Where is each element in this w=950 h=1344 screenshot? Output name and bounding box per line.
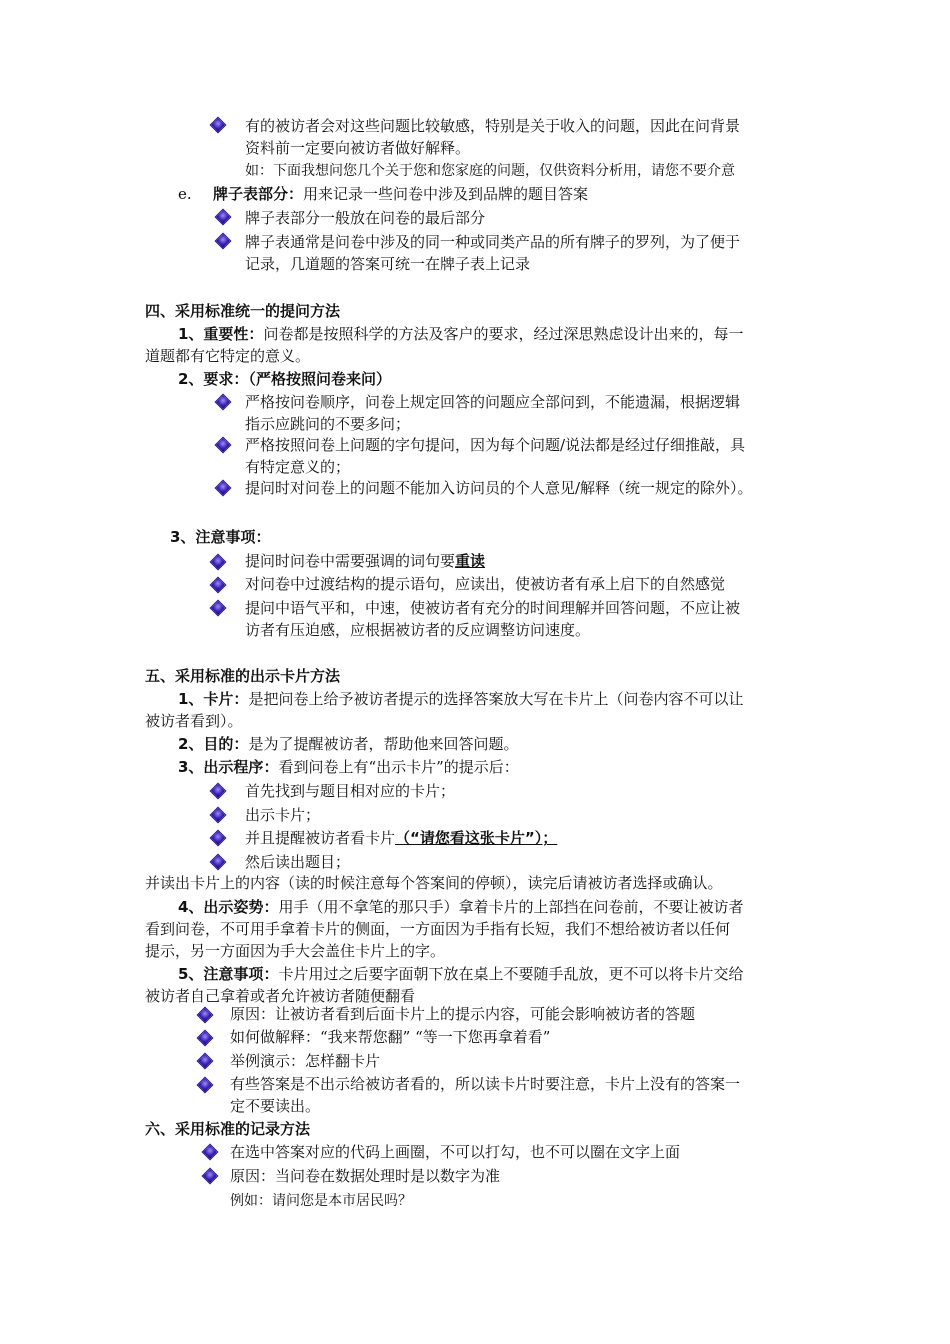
bullet-text: 严格按问卷顺序，问卷上规定回答的问题应全部问到，不能遗漏，根据逻辑 (245, 393, 741, 411)
diamond-bullet-icon (211, 855, 225, 869)
bullet-text: 严格按照问卷上问题的字句提问，因为每个问题/说法都是经过仔细推敲，具 (245, 436, 746, 454)
section-heading: 五、采用标准的出示卡片方法 (145, 667, 341, 685)
item-title: 5、注意事项： (178, 965, 279, 983)
diamond-bullet-icon (198, 1008, 212, 1022)
diamond-bullet-icon (211, 555, 225, 569)
diamond-bullet-icon (198, 1031, 212, 1045)
bullet-text: 记录，几道题的答案可统一在牌子表上记录 (245, 255, 531, 273)
diamond-bullet-icon (211, 578, 225, 592)
diamond-bullet-icon (216, 210, 230, 224)
paragraph-line (178, 896, 743, 918)
bullet-text (245, 827, 557, 849)
paragraph-line: 道题都有它特定的意义。 (145, 347, 311, 365)
bullet-text: 对问卷中过渡结构的提示语句，应读出，使被访者有承上启下的自然感觉 (245, 575, 726, 593)
emphasis-text: （“请您看这张卡片”）； (395, 829, 558, 847)
item-text: 是为了提醒被访者，帮助他来回答问题。 (248, 735, 519, 753)
section-heading: 四、采用标准统一的提问方法 (145, 302, 341, 320)
item-title: 3、出示程序： (178, 758, 279, 776)
example-text: 如：下面我想问您几个关于您和您家庭的问题，仅供资料分析用，请您不要介意 (245, 163, 735, 179)
bullet-text: 指示应跳问的不要多问； (245, 415, 411, 433)
item-title: 2、目的： (178, 735, 249, 753)
paragraph-line (178, 963, 743, 985)
bullet-text: 原因：当问卷在数据处理时是以数字为准 (230, 1167, 501, 1185)
item-e-title: 牌子表部分： (213, 185, 304, 203)
item-title: 2、要求：（严格按照问卷来问） (178, 370, 391, 388)
bullet-text: 首先找到与题目相对应的卡片； (245, 782, 456, 800)
section-heading: 六、采用标准的记录方法 (145, 1120, 311, 1138)
diamond-bullet-icon (203, 1169, 217, 1183)
bullet-text-part: 提问时问卷中需要强调的词句要 (245, 552, 456, 570)
diamond-bullet-icon (211, 831, 225, 845)
diamond-bullet-icon (211, 601, 225, 615)
item-text: 问卷都是按照科学的方法及客户的要求，经过深思熟虑设计出来的，每一 (263, 325, 744, 343)
paragraph-line: 看到问卷，不可用手拿着卡片的侧面，一方面因为手指有长短，我们不想给被访者以任何 (145, 920, 731, 938)
item-title: 1、重要性： (178, 325, 264, 343)
item-title: 3、注意事项： (170, 528, 271, 546)
item-marker: e. (178, 185, 192, 203)
bullet-text: 牌子表通常是问卷中涉及的同一种或同类产品的所有牌子的罗列，为了便于 (245, 233, 741, 251)
paragraph-line: 并读出卡片上的内容（读的时候注意每个答案间的停顿），读完后请被访者选择或确认。 (145, 874, 723, 892)
bullet-text (245, 550, 485, 572)
bullet-text: 出示卡片； (245, 806, 321, 824)
item-e-text: 用来记录一些问卷中涉及到品牌的题目答案 (303, 185, 589, 203)
paragraph-line (178, 733, 518, 755)
diamond-bullet-icon (216, 481, 230, 495)
bullet-text: 有些答案是不出示给被访者看的，所以读卡片时要注意，卡片上没有的答案一 (230, 1075, 741, 1093)
diamond-bullet-icon (211, 808, 225, 822)
diamond-bullet-icon (216, 438, 230, 452)
diamond-bullet-icon (198, 1054, 212, 1068)
emphasis-text: 重读 (455, 552, 486, 570)
bullet-text: 在选中答案对应的代码上画圈，不可以打勾，也不可以圈在文字上面 (230, 1143, 681, 1161)
example-text: 例如：请问您是本市居民吗？ (230, 1193, 412, 1209)
diamond-bullet-icon (216, 234, 230, 248)
bullet-text: 有特定意义的； (245, 458, 351, 476)
bullet-text: 有的被访者会对这些问题比较敏感，特别是关于收入的问题，因此在问背景 (245, 117, 741, 135)
paragraph-line: 被访者自己拿着或者允许被访者随便翻看 (145, 987, 416, 1005)
diamond-bullet-icon (216, 395, 230, 409)
paragraph-line (178, 688, 743, 710)
bullet-text: 牌子表部分一般放在问卷的最后部分 (245, 209, 486, 227)
bullet-text: 如何做解释：“我来帮您翻” “等一下您再拿着看” (230, 1028, 551, 1046)
paragraph-line (178, 323, 743, 345)
bullet-text: 然后读出题目； (245, 853, 351, 871)
item-title: 1、卡片： (178, 690, 249, 708)
item-text: 用手（用不拿笔的那只手）拿着卡片的上部挡在问卷前，不要让被访者 (278, 898, 744, 916)
bullet-text: 举例演示：怎样翻卡片 (230, 1052, 381, 1070)
diamond-bullet-icon (203, 1145, 217, 1159)
item-text: 卡片用过之后要字面朝下放在桌上不要随手乱放，更不可以将卡片交给 (278, 965, 744, 983)
paragraph-line: 提示，另一方面因为手大会盖住卡片上的字。 (145, 942, 446, 960)
paragraph-line (178, 756, 519, 778)
item-title: 4、出示姿势： (178, 898, 279, 916)
diamond-bullet-icon (198, 1078, 212, 1092)
bullet-text: 提问时对问卷上的问题不能加入访问员的个人意见/解释（统一规定的除外）。 (245, 479, 753, 497)
bullet-text: 访者有压迫感，应根据被访者的反应调整访问速度。 (245, 621, 591, 639)
item-e-line (213, 183, 588, 205)
bullet-text: 资料前一定要向被访者做好解释。 (245, 139, 471, 157)
diamond-bullet-icon (211, 784, 225, 798)
bullet-text: 原因：让被访者看到后面卡片上的提示内容，可能会影响被访者的答题 (230, 1005, 696, 1023)
paragraph-line: 被访者看到）。 (145, 712, 243, 730)
bullet-text: 提问中语气平和，中速，使被访者有充分的时间理解并回答问题，不应让被 (245, 599, 741, 617)
bullet-text-part: 并且提醒被访者看卡片 (245, 829, 396, 847)
item-text: 是把问卷上给予被访者提示的选择答案放大写在卡片上（问卷内容不可以让 (248, 690, 744, 708)
diamond-bullet-icon (211, 118, 225, 132)
item-text: 看到问卷上有“出示卡片”的提示后： (278, 758, 519, 776)
bullet-text: 定不要读出。 (230, 1097, 321, 1115)
